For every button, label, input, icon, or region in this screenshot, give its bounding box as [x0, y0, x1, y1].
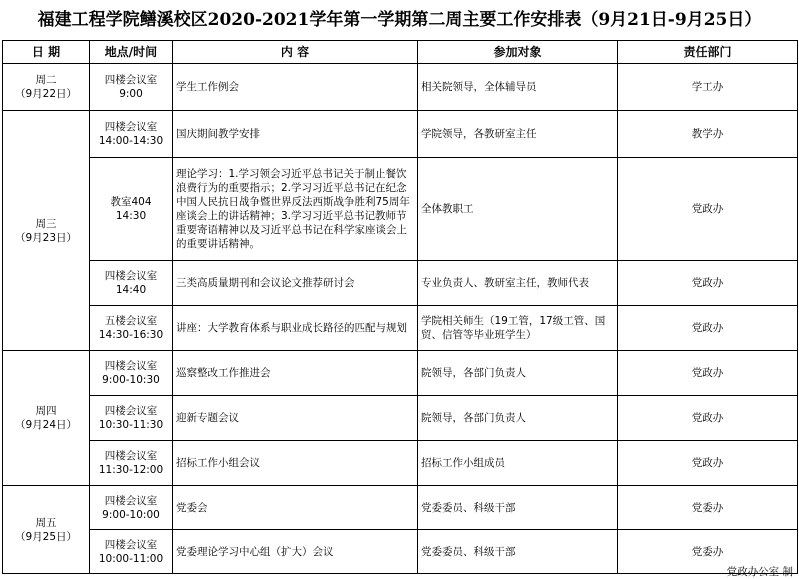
footer-note: 党政办公室 制	[726, 566, 793, 578]
place-time-cell	[90, 530, 173, 574]
day-cell	[3, 351, 90, 486]
header-content: 内 容	[173, 41, 418, 64]
department-cell: 党委办	[618, 486, 798, 530]
time: 9:00-10:30	[102, 374, 160, 386]
day-date: （9月22日）	[14, 88, 78, 100]
attendees-cell: 全体教职工	[418, 158, 618, 261]
attendees-cell: 相关院领导，全体辅导员	[418, 64, 618, 111]
day-date: （9月24日）	[14, 419, 78, 431]
place: 四楼会议室	[104, 121, 158, 133]
time: 10:00-11:00	[98, 552, 164, 565]
attendees-cell: 专业负责人、教研室主任，教师代表	[418, 261, 618, 306]
department-cell: 党政办	[618, 441, 798, 486]
time: 11:30-12:00	[98, 464, 164, 476]
department-cell: 学工办	[618, 64, 798, 111]
attendees-cell: 院领导，各部门负责人	[418, 396, 618, 441]
attendees-cell: 学院相关师生（19工管，17级工管、国贸、信管等毕业班学生）	[418, 306, 618, 351]
day-cell	[3, 486, 90, 574]
day-name: 周三	[35, 217, 57, 230]
day-cell	[3, 111, 90, 351]
table-row	[3, 441, 798, 486]
department-cell: 党政办	[618, 306, 798, 351]
attendees-cell: 党委委员、科级干部	[418, 486, 618, 530]
department-cell: 党政办	[618, 261, 798, 306]
table-row	[3, 530, 798, 574]
day-cell	[3, 64, 90, 111]
place: 四楼会议室	[104, 74, 158, 86]
place: 四楼会议室	[104, 538, 158, 551]
place: 四楼会议室	[104, 405, 158, 417]
table-row	[3, 306, 798, 351]
attendees-cell: 党委委员、科级干部	[418, 530, 618, 574]
content-cell: 理论学习：1.学习领会习近平总书记关于制止餐饮浪费行为的重要指示；2.学习习近平总书记在纪念中国人民抗日战争暨世界反法西斯战争胜利75周年座谈会上的讲话精神；3.学习习近平总书记教师节重要寄语精神以及习近平总书记在科学家座谈会上的重要讲话精神。	[173, 158, 418, 261]
place: 四楼会议室	[104, 360, 158, 372]
place-time-cell	[90, 486, 173, 530]
place: 五楼会议室	[104, 315, 158, 327]
department-cell: 党委办	[618, 530, 798, 574]
department-cell: 党政办	[618, 351, 798, 396]
table-row	[3, 261, 798, 306]
table-row	[3, 396, 798, 441]
content-cell: 讲座：大学教育体系与职业成长路径的匹配与规划	[173, 306, 418, 351]
place: 四楼会议室	[104, 494, 158, 507]
time: 14:00-14:30	[98, 135, 164, 147]
time: 14:40	[115, 284, 147, 296]
place: 教室404	[110, 196, 152, 208]
day-date: （9月25日）	[14, 530, 78, 543]
content-cell: 三类高质量期刊和会议论文推荐研讨会	[173, 261, 418, 306]
time: 9:00-10:00	[102, 508, 160, 521]
place: 四楼会议室	[104, 450, 158, 462]
place-time-cell	[90, 306, 173, 351]
page-title: 福建工程学院鳝溪校区2020-2021学年第一学期第二周主要工作安排表（9月21日-9月25日）	[37, 10, 762, 30]
table-row	[3, 351, 798, 396]
place-time-cell	[90, 261, 173, 306]
day-name: 周五	[35, 516, 57, 529]
header-place-time: 地点/时间	[90, 41, 173, 64]
content-cell: 党委理论学习中心组（扩大）会议	[173, 530, 418, 574]
place-time-cell	[90, 111, 173, 158]
department-cell: 教学办	[618, 111, 798, 158]
day-name: 周二	[35, 74, 57, 86]
day-name: 周四	[35, 405, 57, 417]
attendees-cell: 学院领导，各教研室主任	[418, 111, 618, 158]
place-time-cell	[90, 441, 173, 486]
department-cell: 党政办	[618, 158, 798, 261]
table-row	[3, 486, 798, 530]
content-cell: 招标工作小组会议	[173, 441, 418, 486]
header-department: 责任部门	[618, 41, 798, 64]
table-row	[3, 158, 798, 261]
header-date: 日 期	[3, 41, 90, 64]
attendees-cell: 院领导，各部门负责人	[418, 351, 618, 396]
place-time-cell	[90, 158, 173, 261]
place: 四楼会议室	[104, 270, 158, 282]
header-row	[3, 41, 798, 64]
time: 14:30	[115, 210, 147, 222]
table-row	[3, 64, 798, 111]
content-cell: 巡察整改工作推进会	[173, 351, 418, 396]
content-cell: 迎新专题会议	[173, 396, 418, 441]
place-time-cell	[90, 351, 173, 396]
content-cell: 国庆期间教学安排	[173, 111, 418, 158]
header-attendees: 参加对象	[418, 41, 618, 64]
time: 10:30-11:30	[98, 419, 164, 431]
table-row	[3, 111, 798, 158]
schedule-table	[2, 40, 798, 574]
content-cell: 学生工作例会	[173, 64, 418, 111]
place-time-cell	[90, 64, 173, 111]
content-cell: 党委会	[173, 486, 418, 530]
time: 14:30-16:30	[98, 329, 164, 341]
department-cell: 党政办	[618, 396, 798, 441]
place-time-cell	[90, 396, 173, 441]
attendees-cell: 招标工作小组成员	[418, 441, 618, 486]
time: 9:00	[119, 88, 143, 100]
day-date: （9月23日）	[14, 231, 78, 244]
